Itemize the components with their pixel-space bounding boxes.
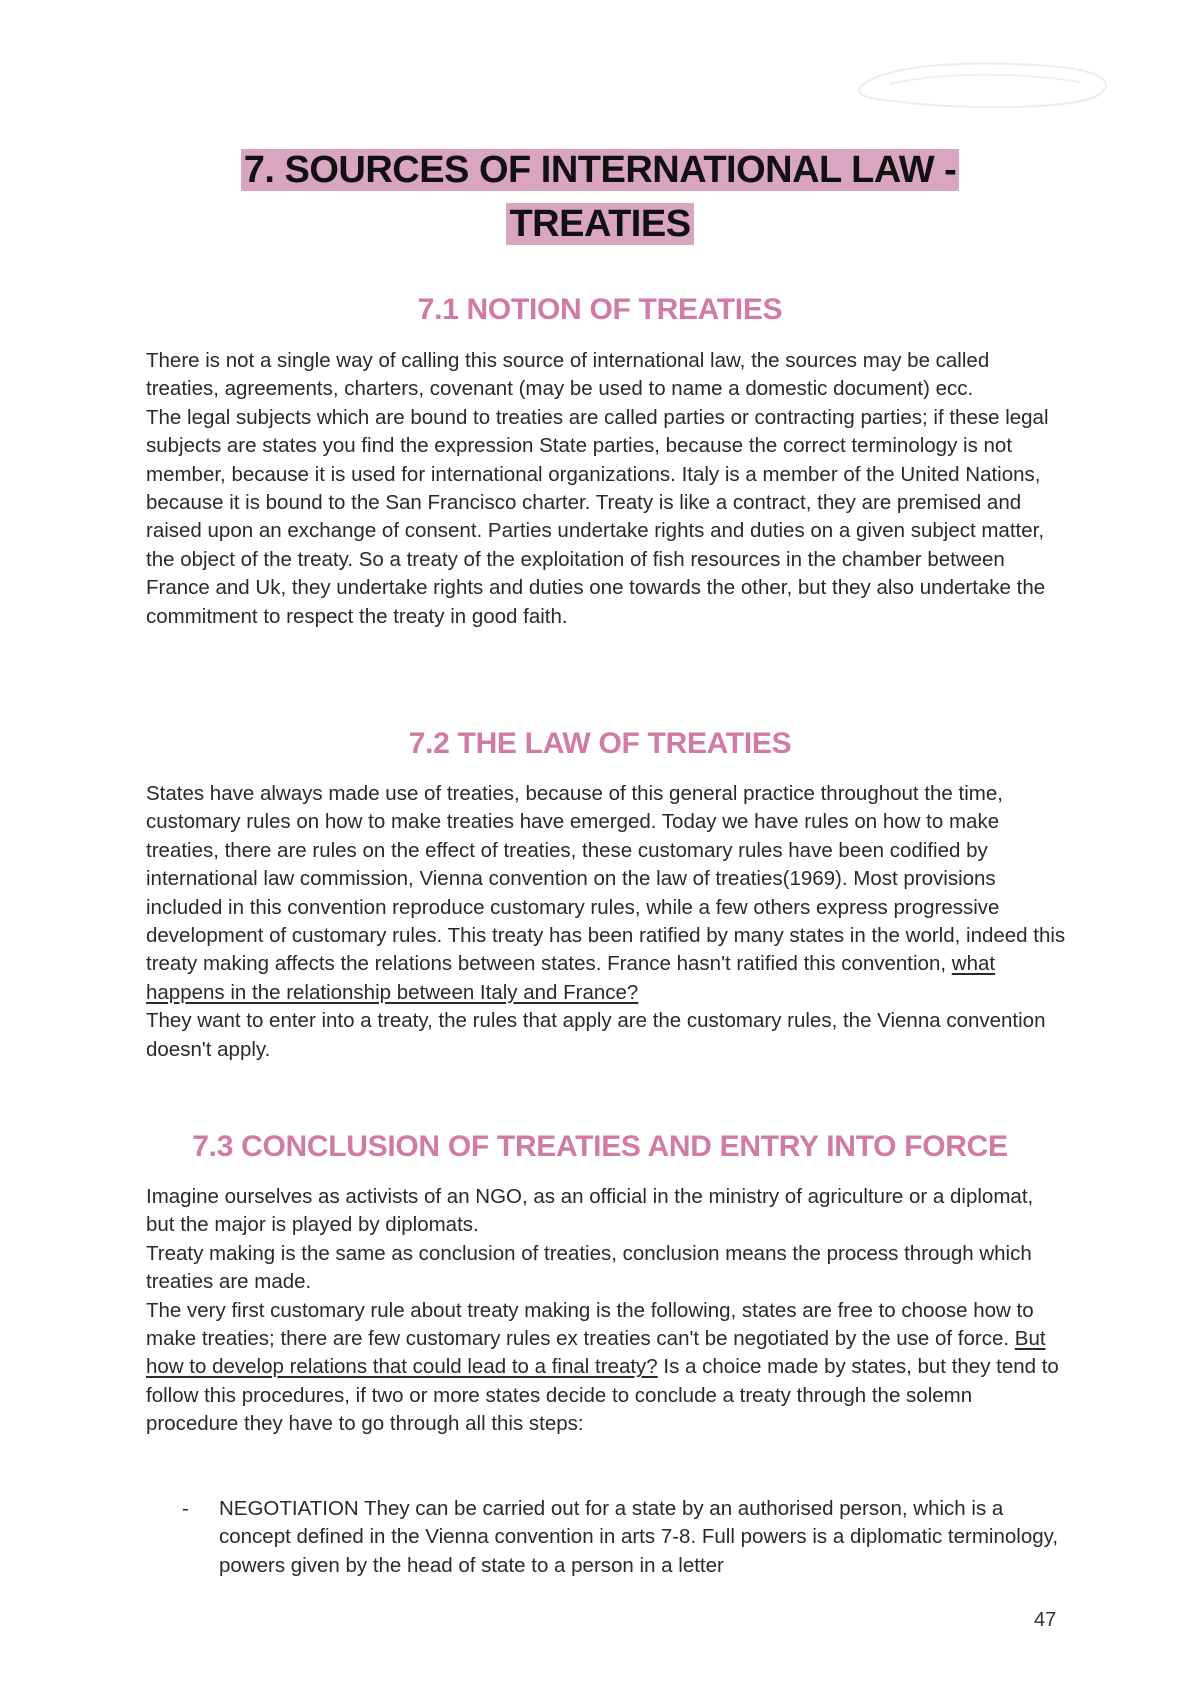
- underlined-question: what happens in the relationship between Italy and France?: [146, 952, 996, 1004]
- steps-list: [146, 1495, 1066, 1580]
- paragraph: [146, 1297, 1066, 1439]
- paragraph: They want to enter into a treaty, the rules that apply are the customary rules, the Vienna convention doesn't apply.: [146, 1009, 1046, 1061]
- dash-bullet: -: [182, 1497, 189, 1520]
- document-title: [0, 143, 1200, 251]
- paragraph-text: Is a choice made by states, but they tend to follow this procedures, if two or more states decide to conclude a treaty through the solemn procedure they have to go through all this steps:: [146, 1355, 1059, 1436]
- section-heading-notion-of-treaties: 7.1 NOTION OF TREATIES: [417, 293, 783, 326]
- section-body-conclusion-of-treaties: [146, 1183, 1066, 1439]
- paragraph: Imagine ourselves as activists of an NGO, as an official in the ministry of agriculture or a diplomat, but the major is played by diplomats.: [146, 1185, 1034, 1237]
- paragraph: The legal subjects which are bound to treaties are called parties or contracting parties; if these legal subjects are states you find the expression State parties, because the correct terminology is not member, because it is used for international organizations. Italy is a member of the United Nations, because it is bound to the San Francisco charter. Treaty is like a contract, they are premised and raised upon an exchange of consent. Parties undertake rights and duties on a given subject matter, the object of the treaty. So a treaty of the exploitation of fish resources in the chamber between France and Uk, they undertake rights and duties one towards the other, but they also undertake the commitment to respect the treaty in good faith.: [146, 405, 1049, 628]
- list-item: [146, 1495, 1066, 1580]
- section-heading-law-of-treaties: 7.2 THE LAW OF TREATIES: [408, 727, 792, 760]
- underlined-question: But how to develop relations that could lead to a final treaty?: [146, 1327, 1046, 1379]
- list-item-text: NEGOTIATION They can be carried out for a state by an authorised person, which is a concept defined in the Vienna convention in arts 7-8. Full powers is a diplomatic terminology, powers given by the head of state to a person in a letter: [219, 1497, 1059, 1577]
- section-body-notion-of-treaties: [146, 347, 1066, 631]
- faint-stamp-mark: [850, 58, 1118, 112]
- section-body-law-of-treaties: [146, 780, 1066, 1064]
- paragraph: Treaty making is the same as conclusion of treaties, conclusion means the process through which treaties are made.: [146, 1241, 1032, 1294]
- title-line-1: 7. SOURCES OF INTERNATIONAL LAW -: [241, 149, 960, 191]
- section-heading-conclusion-of-treaties: 7.3 CONCLUSION OF TREATIES AND ENTRY INTO FORCE: [192, 1130, 1008, 1163]
- paragraph: [146, 780, 1066, 1007]
- paragraph-text: The very first customary rule about treaty making is the following, states are free to choose how to make treaties; there are few customary rules ex treaties can't be negotiated by the use of force.: [146, 1298, 1034, 1351]
- page-number: 47: [1034, 1609, 1057, 1631]
- title-line-2: TREATIES: [506, 203, 693, 245]
- paragraph: There is not a single way of calling this source of international law, the sources may be called treaties, agreements, charters, covenant (may be used to name a domestic document) ecc.: [146, 349, 990, 401]
- paragraph-text: States have always made use of treaties, because of this general practice throughout the time, customary rules on how to make treaties have emerged. Today we have rules on how to make treaties, there are rules on the effect of treaties, these customary rules have been codified by international law commission, Vienna convention on the law of treaties(1969). Most provisions included in this convention reproduce customary rules, while a few others express progressive development of customary rules. This treaty has been ratified by many states in the world, indeed this treaty making affects the relations between states. France hasn't ratified this convention,: [146, 782, 1066, 976]
